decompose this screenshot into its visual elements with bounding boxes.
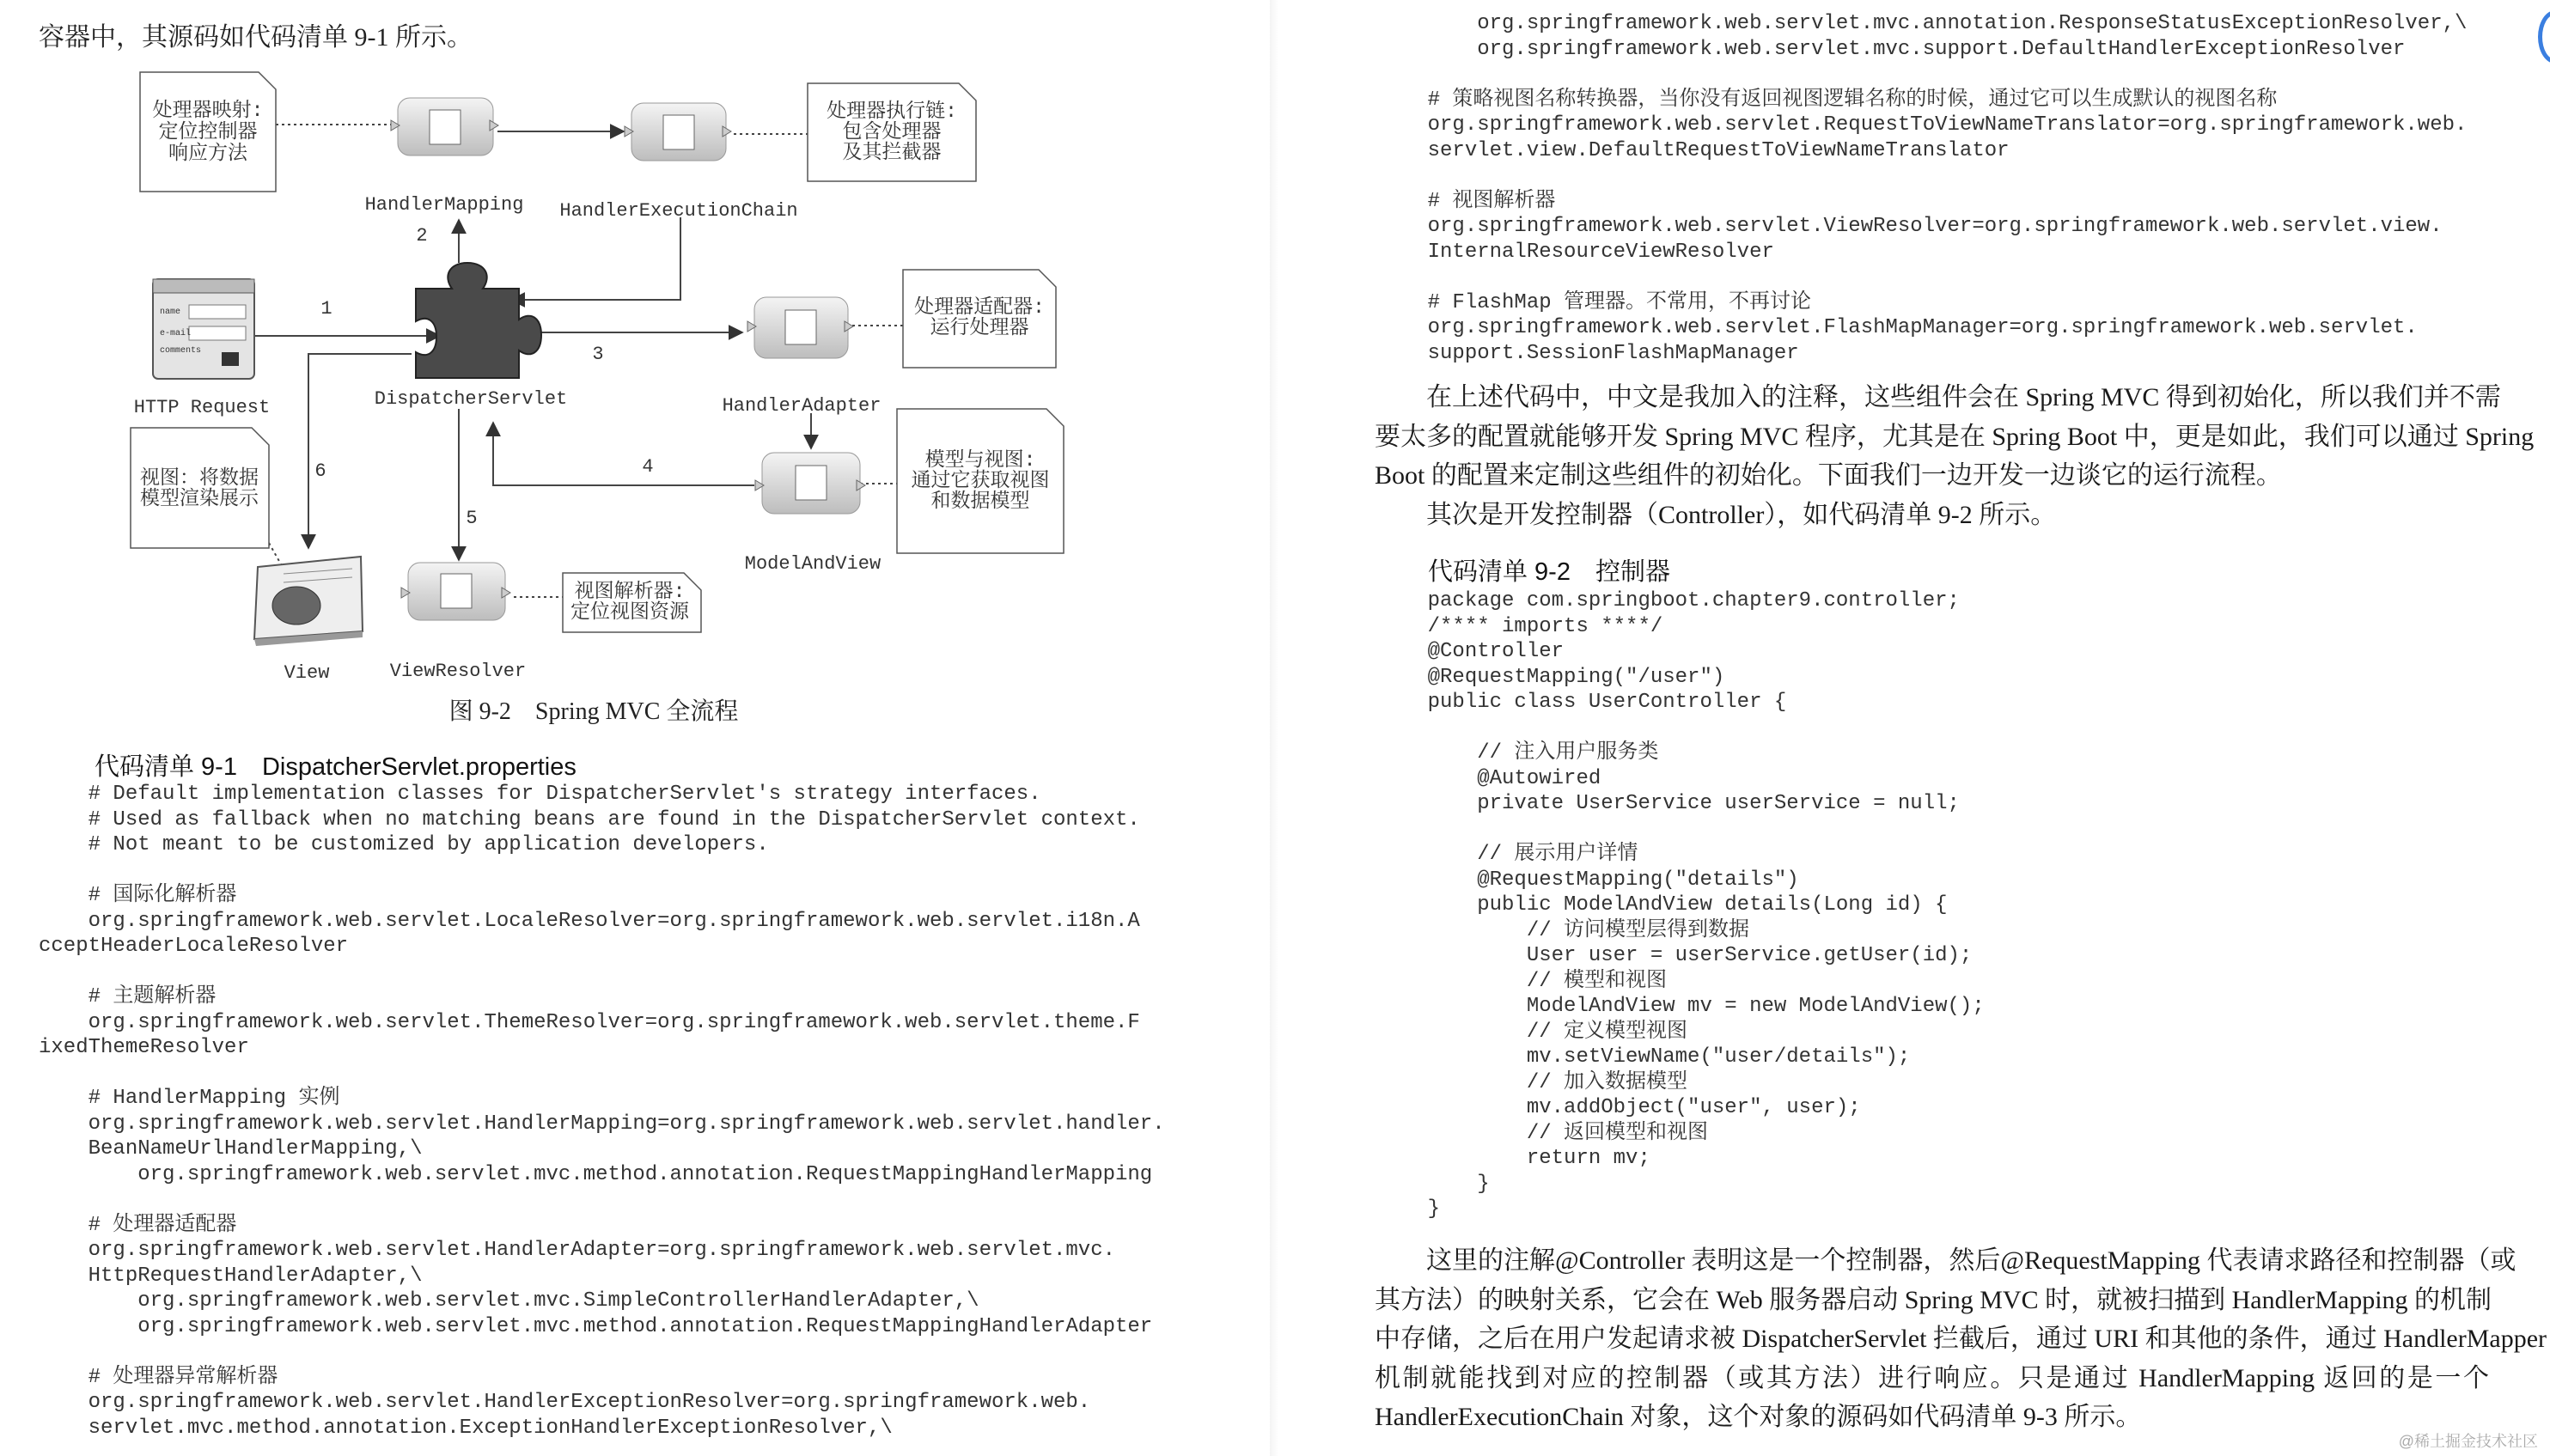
code-line [1378, 716, 1985, 741]
arrow-4 [493, 423, 754, 485]
form-field-label: name [160, 308, 181, 317]
note-text: 及其拦截器 [842, 142, 942, 164]
code-line [1378, 817, 1985, 843]
handler-adapter-icon [747, 297, 853, 358]
paragraph-line: 中存储，之后在用户发起请求被 DispatcherServlet 拦截后，通过 URI 和其他的条件，通过 HandlerMapper [1375, 1325, 2547, 1353]
code-line: InternalResourceViewResolver [1378, 240, 1774, 264]
code-line: BeanNameUrlHandlerMapping,\ [39, 1137, 423, 1161]
paragraph-line: 机制就能找到对应的控制器（或其方法）进行响应。只是通过 HandlerMapping 返回的是一个 [1375, 1363, 2489, 1392]
arrow-hec-back [511, 217, 680, 300]
code-line: org.springframework.web.servlet.mvc.support.DefaultHandlerExceptionResolver [1378, 37, 2406, 61]
form-field-label: comments [160, 346, 202, 356]
paragraph-line: Boot 的配置来定制这些组件的初始化。下面我们一边开发一边谈它的运行流程。 [1375, 461, 2282, 490]
figure-caption: 图 9-2 Spring MVC 全流程 [448, 698, 739, 725]
note-text: 模型与视图: [924, 449, 1036, 472]
step-number: 4 [642, 456, 654, 478]
dispatcher-servlet-puzzle-icon [416, 263, 541, 378]
code-line: org.springframework.web.servlet.ViewResolver=org.springframework.web.servlet.view. [1378, 215, 2443, 238]
code-line: ixedThemeResolver [39, 1036, 249, 1059]
code-line: mv.setViewName("user/details"); [1378, 1045, 1911, 1069]
code-line: org.springframework.web.servlet.ThemeResolver=org.springframework.web.servlet.theme.F [39, 1010, 1140, 1034]
code-line: # 视图解析器 [1378, 189, 1556, 213]
step-number: 3 [592, 344, 604, 365]
code-line: // 模型和视图 [1378, 969, 1668, 993]
code-line: // 加入数据模型 [1378, 1070, 1688, 1094]
code-line: ModelAndView mv = new ModelAndView(); [1378, 995, 1985, 1018]
step-number: 2 [416, 225, 428, 247]
code-line [1378, 265, 2467, 290]
handler-mapping-icon [391, 98, 498, 155]
code-line [39, 858, 1165, 884]
step-number: 5 [466, 508, 478, 529]
code-line: // 展示用户详情 [1378, 843, 1638, 866]
code-line: org.springframework.web.servlet.mvc.annotation.ResponseStatusExceptionResolver,\ [1378, 12, 2468, 35]
paragraph-line: 其方法）的映射关系，它会在 Web 服务器启动 Spring MVC 时，就被扫描到 HandlerMapping 的机制 [1375, 1285, 2492, 1314]
code-line: org.springframework.web.servlet.mvc.method.annotation.RequestMappingHandlerAdapter [39, 1314, 1153, 1338]
model-and-view-icon [755, 453, 865, 514]
listing-9-1-title: 代码清单 9-1 DispatcherServlet.properties [95, 753, 576, 781]
code-line: # 策略视图名称转换器，当你没有返回视图逻辑名称的时候，通过它可以生成默认的视图名称 [1378, 88, 2278, 112]
code-line: // 定义模型视图 [1378, 1020, 1688, 1044]
code-line: org.springframework.web.servlet.HandlerExceptionResolver=org.springframework.web. [39, 1391, 1091, 1414]
form-field-label: e-mail [160, 329, 192, 338]
code-line: # Default implementation classes for DispatcherServlet's strategy interfaces. [39, 783, 1041, 806]
step-number: 6 [314, 460, 326, 482]
paragraph-explanation [1375, 1241, 2547, 1437]
paragraph-line: 在上述代码中，中文是我加入的注释，这些组件会在 Spring MVC 得到初始化，所以我们并不需 [1375, 383, 2501, 411]
code-line: // 返回模型和视图 [1378, 1121, 1709, 1145]
view-document-icon [254, 557, 363, 646]
label-handler-adapter: HandlerAdapter [722, 395, 882, 417]
listing-9-2-code [1378, 588, 1985, 1222]
code-line [39, 1339, 1165, 1365]
code-line: User user = userService.getUser(id); [1378, 944, 1973, 967]
code-line: org.springframework.web.servlet.LocaleResolver=org.springframework.web.servlet.i18n.A [39, 909, 1140, 933]
paragraph-line: 其次是开发控制器（Controller），如代码清单 9-2 所示。 [1375, 500, 2057, 529]
listing-9-2-title: 代码清单 9-2 控制器 [1428, 558, 1670, 586]
exception-resolver-config-code [1378, 11, 2467, 366]
code-line: cceptHeaderLocaleResolver [39, 935, 349, 958]
code-line [39, 1187, 1165, 1213]
code-line: # Used as fallback when no matching beans are found in the DispatcherServlet context. [39, 807, 1140, 832]
code-line [1378, 62, 2467, 88]
code-line: @Autowired [1378, 766, 1601, 790]
code-line: // 访问模型层得到数据 [1378, 918, 1750, 942]
handler-execution-chain-icon [625, 103, 731, 161]
note-text: 通过它获取视图 [911, 470, 1050, 492]
note-text: 视图解析器: [574, 581, 686, 603]
note-text: 模型渲染展示 [140, 488, 259, 510]
note-text: 响应方法 [168, 143, 247, 165]
code-line: public ModelAndView details(Long id) { [1378, 893, 1948, 917]
code-line: /**** imports ****/ [1378, 614, 1663, 638]
code-line: # 主题解析器 [39, 985, 217, 1008]
step-number: 1 [320, 298, 332, 320]
floating-button-edge[interactable] [2538, 10, 2550, 64]
code-line: } [1378, 1197, 1441, 1221]
code-line: } [1378, 1172, 1490, 1196]
note-text: 定位控制器 [158, 121, 258, 143]
code-line: # 处理器异常解析器 [39, 1365, 278, 1389]
spring-mvc-flow-diagram [0, 0, 1272, 739]
code-line: org.springframework.web.servlet.mvc.SimpleControllerHandlerAdapter,\ [39, 1289, 979, 1313]
note-text: 定位视图资源 [570, 601, 689, 624]
note-text: 处理器适配器: [914, 296, 1045, 319]
note-text: 包含处理器 [842, 121, 942, 143]
arrow-6 [308, 354, 412, 548]
http-request-form-icon [153, 279, 254, 379]
code-line: @RequestMapping("/user") [1378, 665, 1725, 689]
code-line: org.springframework.web.servlet.FlashMapManager=org.springframework.web.servlet. [1378, 316, 2418, 339]
note-text: 运行处理器 [930, 317, 1029, 339]
paragraph-intro [1375, 378, 2535, 534]
code-line: mv.addObject("user", user); [1378, 1096, 1861, 1119]
code-line: @RequestMapping("details") [1378, 868, 1799, 892]
note-text: 和数据模型 [930, 490, 1030, 513]
label-handler-mapping: HandlerMapping [364, 194, 524, 216]
label-view-resolver: ViewResolver [389, 661, 527, 682]
code-line: package com.springboot.chapter9.controller; [1378, 589, 1960, 612]
label-handler-execution-chain: HandlerExecutionChain [559, 200, 798, 222]
note-text: 处理器映射: [152, 100, 264, 122]
view-resolver-icon [401, 563, 510, 620]
code-line: # FlashMap 管理器。不常用，不再讨论 [1378, 290, 1812, 314]
code-line: servlet.mvc.method.annotation.ExceptionHandlerExceptionResolver,\ [39, 1416, 893, 1440]
code-line: org.springframework.web.servlet.RequestToViewNameTranslator=org.springframework.web. [1378, 113, 2468, 137]
code-line: # HandlerMapping 实例 [39, 1087, 340, 1110]
label-model-and-view: ModelAndView [744, 553, 882, 575]
code-line: org.springframework.web.servlet.mvc.method.annotation.RequestMappingHandlerMapping [39, 1162, 1153, 1186]
code-line: return mv; [1378, 1147, 1650, 1170]
note-text: 处理器执行链: [827, 101, 957, 123]
code-line [39, 1061, 1165, 1087]
code-line: org.springframework.web.servlet.HandlerMapping=org.springframework.web.servlet.handler. [39, 1112, 1165, 1136]
watermark: @稀土掘金技术社区 [2398, 1433, 2538, 1450]
paragraph-line: HandlerExecutionChain 对象，这个对象的源码如代码清单 9-3 所示。 [1375, 1403, 2142, 1431]
code-line: # 处理器适配器 [39, 1213, 237, 1237]
code-line [39, 959, 1165, 985]
code-line [1378, 163, 2467, 189]
code-line: // 注入用户服务类 [1378, 741, 1659, 765]
listing-9-1-code [39, 782, 1165, 1441]
code-line: public class UserController { [1378, 691, 1787, 714]
code-line: servlet.view.DefaultRequestToViewNameTranslator [1378, 138, 2010, 162]
label-dispatcher-servlet: DispatcherServlet [374, 388, 568, 410]
paragraph-line: 这里的注解@Controller 表明这是一个控制器，然后@RequestMapping 代表请求路径和控制器（或 [1375, 1246, 2516, 1275]
code-line: # 国际化解析器 [39, 884, 237, 907]
note-text: 视图：将数据 [140, 467, 259, 490]
code-line: HttpRequestHandlerAdapter,\ [39, 1264, 423, 1288]
paragraph-line: 要太多的配置就能够开发 Spring MVC 程序，尤其是在 Spring Boot 中，更是如此，我们可以通过 Spring [1375, 422, 2535, 451]
code-line: support.SessionFlashMapManager [1378, 341, 1799, 365]
intro-line: 容器中，其源码如代码清单 9-1 所示。 [39, 23, 473, 52]
code-line: # Not meant to be customized by application developers. [39, 833, 769, 856]
code-line: org.springframework.web.servlet.HandlerAdapter=org.springframework.web.servlet.mvc. [39, 1239, 1116, 1262]
code-line: @Controller [1378, 640, 1565, 663]
label-view: View [284, 662, 330, 684]
label-http-request: HTTP Request [133, 397, 271, 418]
code-line: private UserService userService = null; [1378, 792, 1960, 815]
